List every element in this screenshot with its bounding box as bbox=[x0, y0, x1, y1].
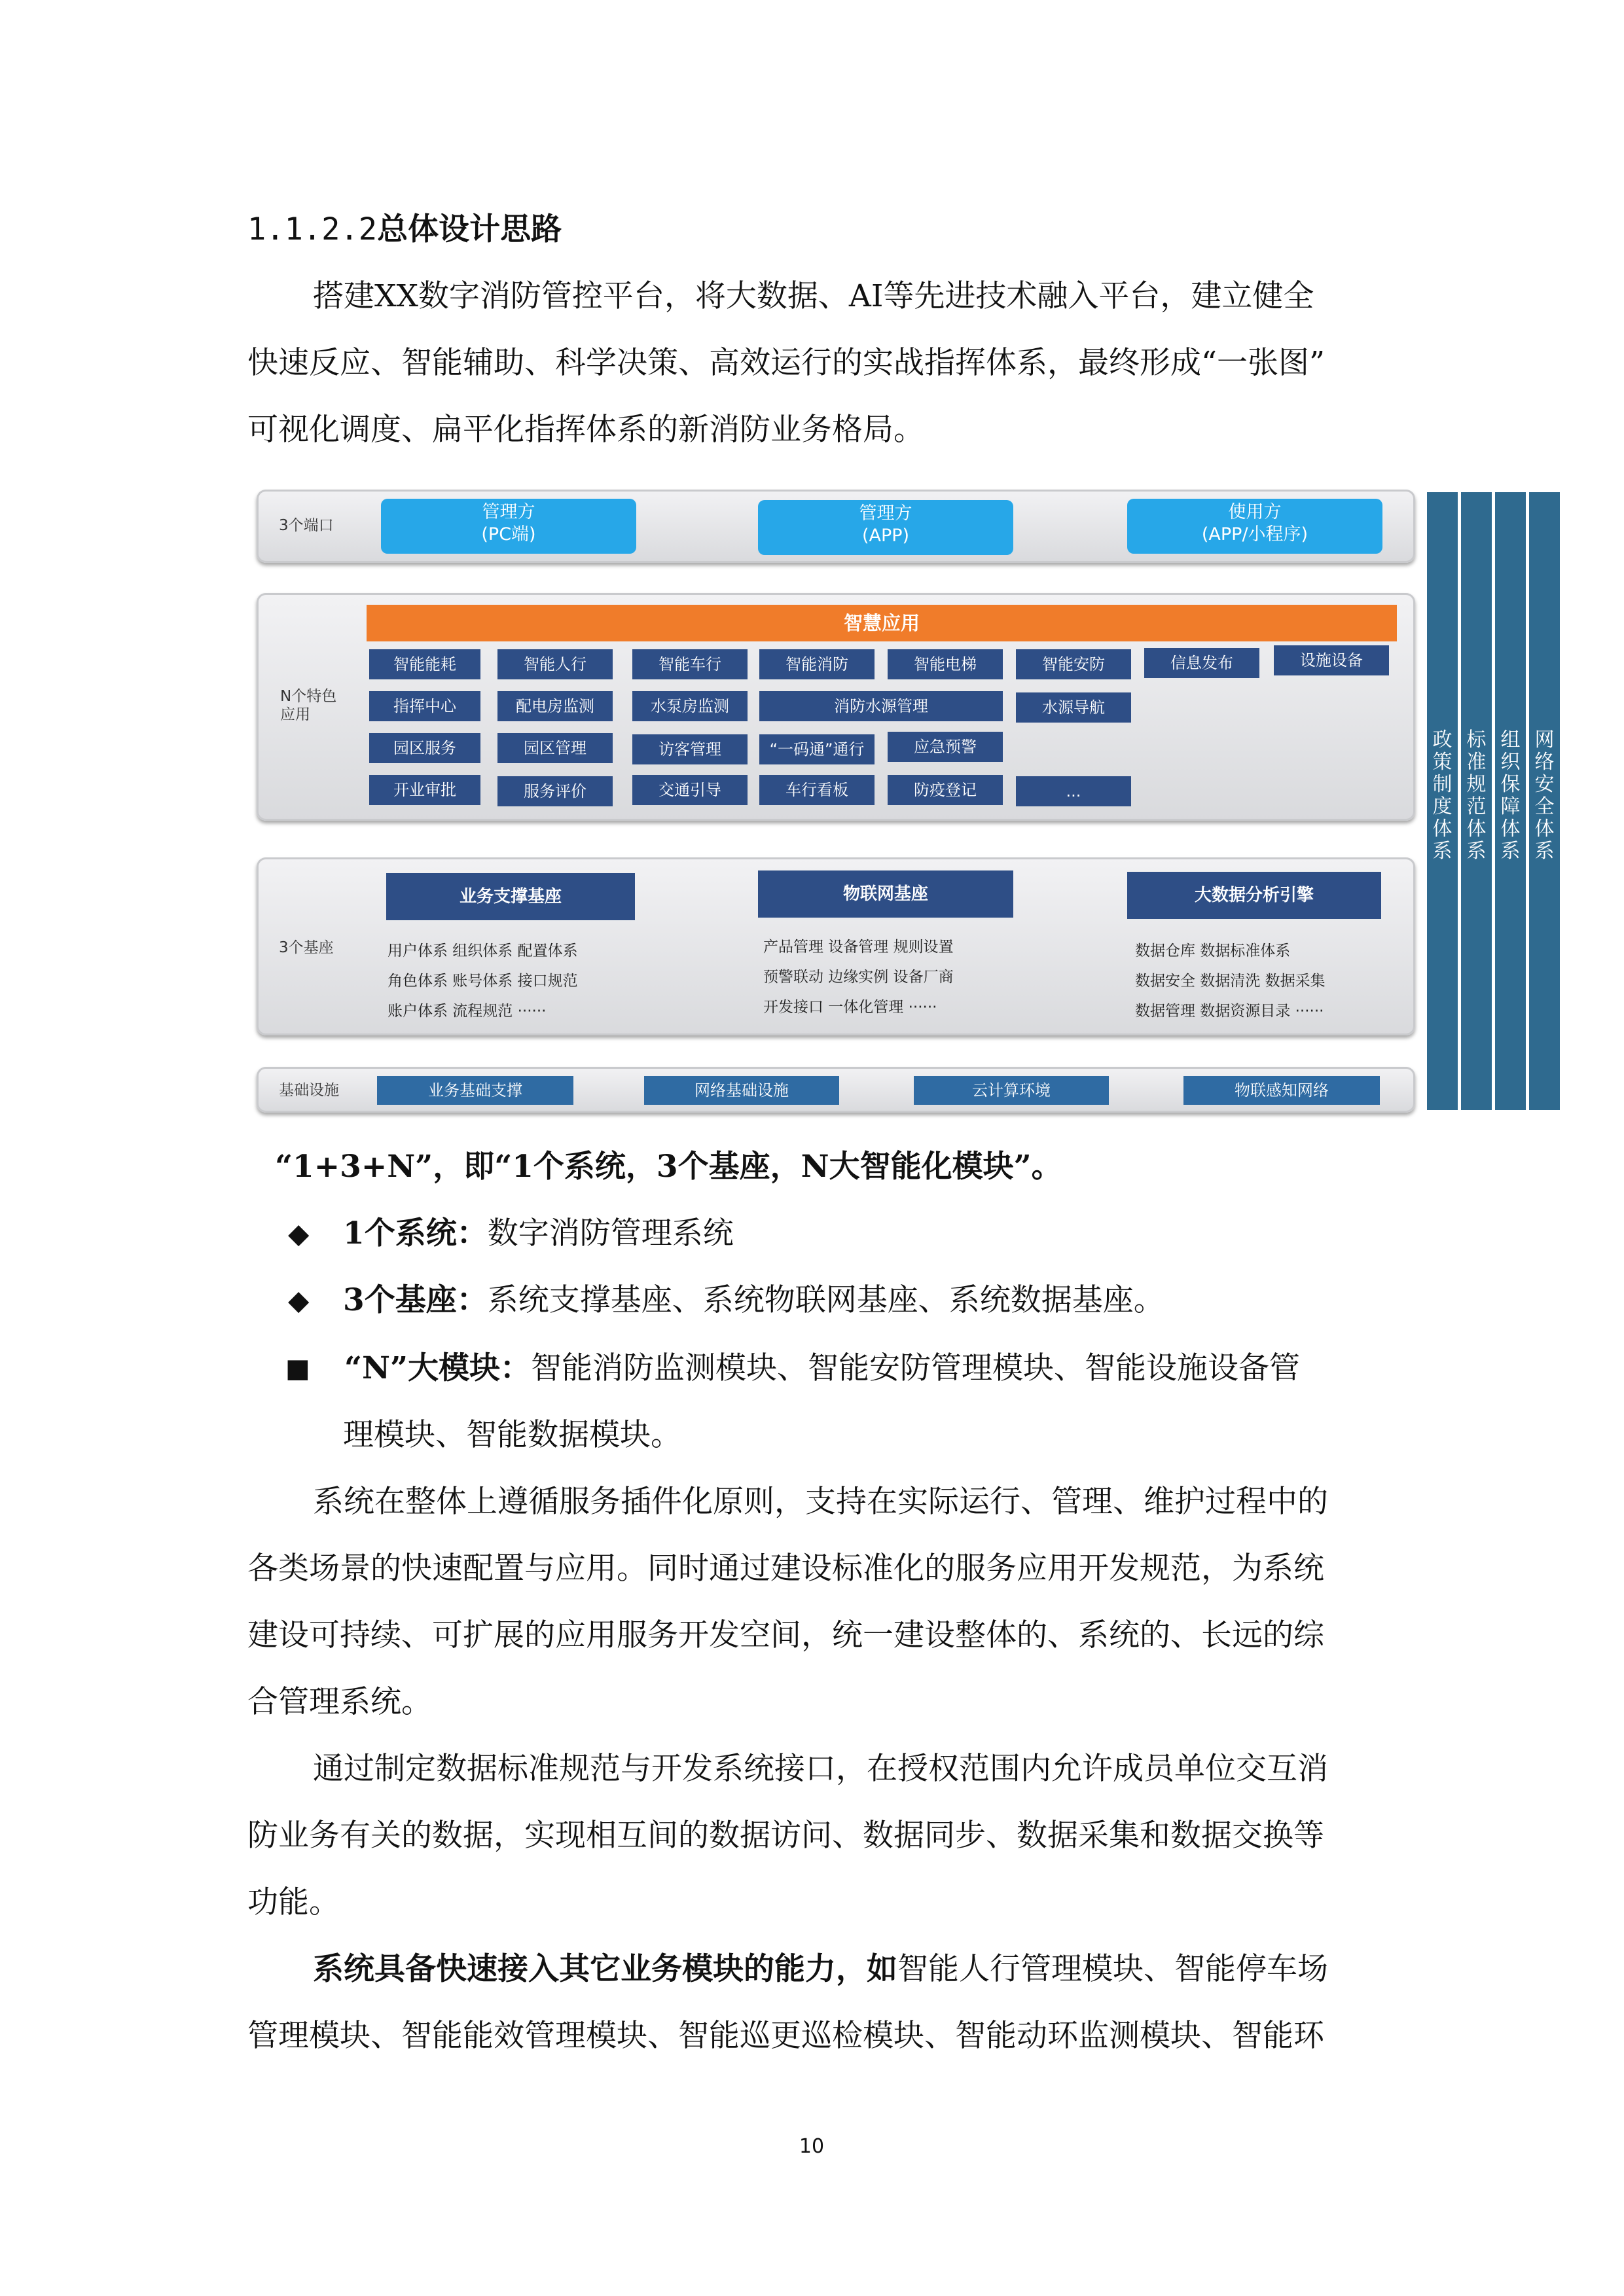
side-column-organization: 组 织 保 障 体 系 bbox=[1495, 492, 1526, 1110]
infra-item: 云计算环境 bbox=[914, 1076, 1109, 1105]
base-bigdata-header: 大数据分析引擎 bbox=[1127, 872, 1381, 919]
intro-line-2: 快速反应、智能辅助、科学决策、高效运行的实战指挥体系，最终形成“一张图” bbox=[247, 345, 1326, 381]
infra-item: 物联感知网络 bbox=[1183, 1076, 1380, 1105]
para3-line-2: 防业务有关的数据，实现相互间的数据访问、数据同步、数据采集和数据交换等 bbox=[247, 1818, 1324, 1854]
app-tile: 水源导航 bbox=[1016, 692, 1131, 723]
base-iot-line: 产品管理 设备管理 规则设置 bbox=[763, 939, 954, 956]
app-tile: 配电房监测 bbox=[497, 691, 613, 721]
intro-line-3: 可视化调度、扁平化指挥体系的新消防业务格局。 bbox=[247, 412, 924, 448]
page-number: 10 bbox=[799, 2135, 825, 2158]
app-tile: 园区管理 bbox=[497, 733, 613, 763]
para2-line-1: 系统在整体上遵循服务插件化原则，支持在实际运行、管理、维护过程中的 bbox=[313, 1484, 1328, 1520]
base-iot-line: 开发接口 一体化管理 ······ bbox=[763, 999, 937, 1016]
bullet-3-continued: 理模块、智能数据模块。 bbox=[343, 1417, 681, 1453]
base-business-line: 角色体系 账号体系 接口规范 bbox=[388, 973, 578, 990]
section-title: 总体设计思路 bbox=[377, 211, 562, 247]
app-tile: 应急预警 bbox=[888, 732, 1003, 762]
para2-line-4: 合管理系统。 bbox=[247, 1684, 432, 1720]
app-tile: 访客管理 bbox=[632, 734, 748, 764]
bullet-diamond-icon: ◆ bbox=[288, 1284, 310, 1316]
app-tile: 智能人行 bbox=[497, 649, 613, 679]
app-tile: 智能车行 bbox=[632, 649, 748, 679]
side-column-standards: 标 准 规 范 体 系 bbox=[1461, 492, 1492, 1110]
app-tile: 水泵房监测 bbox=[632, 691, 748, 721]
app-tile: 开业审批 bbox=[369, 775, 480, 805]
app-tile: 智能能耗 bbox=[369, 649, 480, 679]
base-bigdata-line: 数据仓库 数据标准体系 bbox=[1135, 942, 1291, 960]
app-tile: 信息发布 bbox=[1144, 648, 1259, 678]
app-tile: 智能电梯 bbox=[888, 649, 1003, 679]
base-business-line: 用户体系 组织体系 配置体系 bbox=[388, 942, 578, 960]
bullet-2: 3个基座：系统支撑基座、系统物联网基座、系统数据基座。 bbox=[343, 1282, 1164, 1318]
base-bigdata-line: 数据安全 数据清洗 数据采集 bbox=[1135, 973, 1326, 990]
app-tile: 车行看板 bbox=[759, 775, 875, 805]
app-tile: 服务评价 bbox=[497, 776, 613, 806]
bullet-3: “N”大模块：智能消防监测模块、智能安防管理模块、智能设施设备管 bbox=[344, 1350, 1301, 1386]
side-column-security: 网 络 安 全 体 系 bbox=[1529, 492, 1560, 1110]
ports-label: 3个端口 bbox=[279, 517, 334, 534]
app-tile: ... bbox=[1016, 776, 1131, 806]
apps-label: N个特色 应用 bbox=[280, 688, 337, 723]
port-pc-button: 管理方 (PC端) bbox=[381, 499, 636, 554]
base-iot-line: 预警联动 边缘实例 设备厂商 bbox=[763, 969, 954, 986]
section-number: 1.1.2.2 bbox=[247, 211, 378, 247]
section-heading bbox=[247, 208, 562, 251]
summary-line: “1+3+N”，即“1个系统，3个基座，N大智能化模块”。 bbox=[275, 1149, 1062, 1185]
port-miniprogram-button: 使用方 (APP/小程序) bbox=[1127, 499, 1382, 554]
app-tile: 防疫登记 bbox=[888, 775, 1003, 805]
bullet-diamond-icon: ◆ bbox=[288, 1217, 310, 1249]
base-business-line: 账户体系 流程规范 ······ bbox=[388, 1003, 547, 1020]
base-bigdata-line: 数据管理 数据资源目录 ······ bbox=[1135, 1003, 1324, 1020]
bases-label: 3个基座 bbox=[279, 939, 334, 956]
port-app-button: 管理方 (APP) bbox=[758, 500, 1013, 555]
para2-line-3: 建设可持续、可扩展的应用服务开发空间，统一建设整体的、系统的、长远的综 bbox=[247, 1617, 1324, 1653]
bullet-1: 1个系统：数字消防管理系统 bbox=[343, 1215, 734, 1251]
app-tile: “一码通”通行 bbox=[759, 734, 875, 764]
app-tile: 设施设备 bbox=[1274, 645, 1389, 675]
bullet-square-icon: ■ bbox=[285, 1354, 310, 1384]
base-business-header: 业务支撑基座 bbox=[386, 873, 635, 920]
para3-line-3: 功能。 bbox=[247, 1884, 340, 1920]
app-tile: 指挥中心 bbox=[369, 691, 480, 721]
base-iot-header: 物联网基座 bbox=[758, 870, 1013, 918]
app-tile: 消防水源管理 bbox=[759, 691, 1003, 721]
intro-line-1: 搭建XX数字消防管控平台，将大数据、AI等先进技术融入平台，建立健全 bbox=[313, 278, 1314, 314]
infra-label: 基础设施 bbox=[279, 1082, 339, 1099]
para2-line-2: 各类场景的快速配置与应用。同时通过建设标准化的服务应用开发规范，为系统 bbox=[247, 1551, 1324, 1587]
infra-item: 网络基础设施 bbox=[644, 1076, 839, 1105]
app-tile: 智能安防 bbox=[1016, 649, 1131, 679]
side-column-policy: 政 策 制 度 体 系 bbox=[1427, 492, 1458, 1110]
para4-line-2: 管理模块、智能能效管理模块、智能巡更巡检模块、智能动环监测模块、智能环 bbox=[247, 2018, 1324, 2054]
para3-line-1: 通过制定数据标准规范与开发系统接口，在授权范围内允许成员单位交互消 bbox=[313, 1751, 1328, 1787]
smart-apps-header: 智慧应用 bbox=[367, 605, 1397, 641]
infra-item: 业务基础支撑 bbox=[377, 1076, 573, 1105]
app-tile: 智能消防 bbox=[759, 649, 875, 679]
app-tile: 交通引导 bbox=[632, 775, 748, 805]
app-tile: 园区服务 bbox=[369, 733, 480, 763]
para4-line-1: 系统具备快速接入其它业务模块的能力，如智能人行管理模块、智能停车场 bbox=[313, 1951, 1328, 1987]
